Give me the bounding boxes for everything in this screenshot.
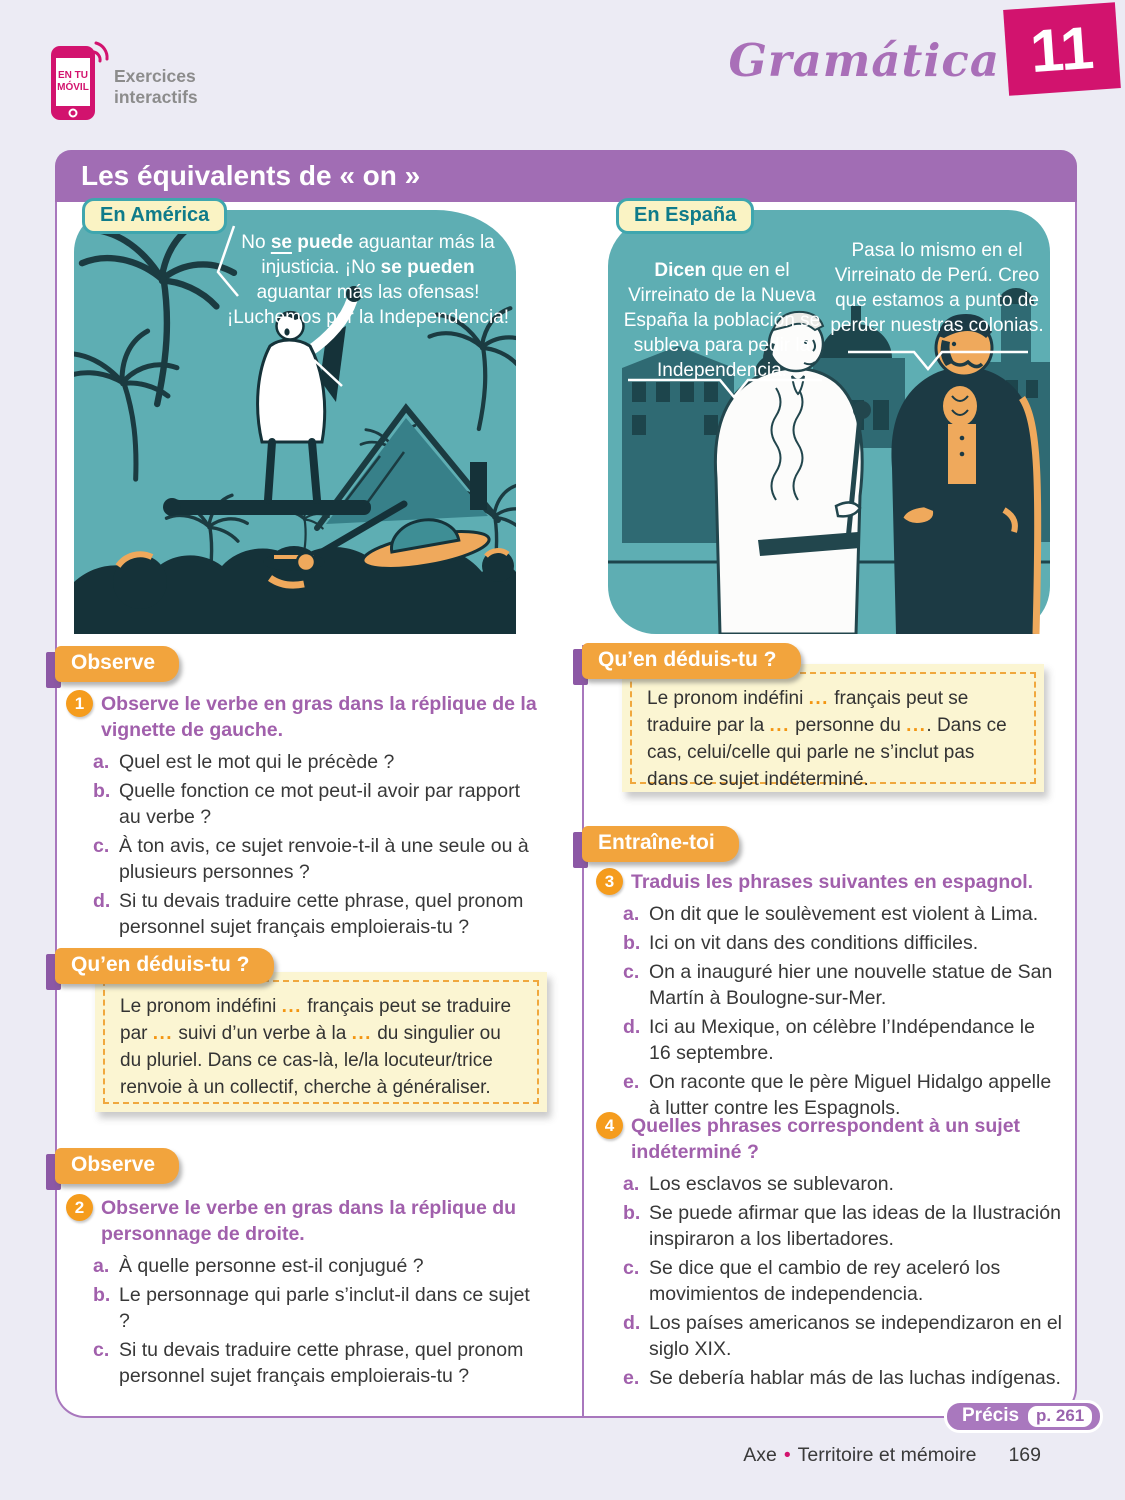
deduction-note-left xyxy=(95,972,547,1112)
speech-bubble-dicen: Dicen que en el Virreinato de la Nueva España la población se subleva para pedir la Independencia. xyxy=(623,260,821,381)
deduction-note-right xyxy=(622,664,1044,792)
item-label: c. xyxy=(623,961,640,983)
observe-banner-1 xyxy=(46,646,179,682)
question-text: Quelles phrases correspondent à un sujet indéterminé ? xyxy=(631,1115,1021,1163)
question-text: Traduis les phrases suivantes en espagnol. xyxy=(631,871,1034,893)
speech-bubble-pasa: Pasa lo mismo en el Virreinato de Perú. Creo que estamos a punto de perder nuestras colonias. xyxy=(830,240,1044,336)
question-number-badge: 3 xyxy=(596,868,623,895)
panel-tag-espana: En España xyxy=(616,198,754,234)
note-text: Le pronom indéfini ... français peut se traduire par ... suivi d’un verbe à la ... du singulier ou du pluriel. Dans ce cas-là, le/la locuteur/trice renvoie à un collectif, cherche à généraliser. xyxy=(103,980,539,1104)
question-3 xyxy=(596,868,1062,1124)
item-text: Se puede afirmar que las ideas de la Ilustración inspiraron a los libertadores. xyxy=(649,1202,1061,1250)
banner-label: Entraîne-toi xyxy=(582,826,739,862)
list-item xyxy=(623,1200,1062,1252)
item-label: c. xyxy=(93,1339,110,1361)
question-items xyxy=(66,749,544,940)
item-text: Los esclavos se sublevaron. xyxy=(649,1173,894,1195)
comic-panel-america xyxy=(74,204,516,634)
page-number: 169 xyxy=(1008,1444,1041,1466)
item-text: Se debería hablar más de las luchas indígenas. xyxy=(649,1367,1061,1389)
unit-number-badge xyxy=(1003,2,1121,96)
item-label: a. xyxy=(623,903,640,925)
theme-label: Territoire et mémoire xyxy=(797,1444,977,1466)
list-item xyxy=(623,1171,1062,1197)
question-number-badge: 2 xyxy=(66,1194,93,1221)
caption-line1: Exercices xyxy=(114,66,196,86)
question-number-badge: 4 xyxy=(596,1112,623,1139)
item-label: b. xyxy=(623,1202,641,1224)
list-item xyxy=(93,778,544,830)
item-label: b. xyxy=(623,932,641,954)
item-text: On dit que le soulèvement est violent à Lima. xyxy=(649,903,1039,925)
banner-label: Qu’en déduis-tu ? xyxy=(582,643,801,679)
item-label: d. xyxy=(623,1312,641,1334)
question-items xyxy=(596,1171,1062,1391)
list-item xyxy=(623,901,1062,927)
item-text: Ici on vit dans des conditions difficiles. xyxy=(649,932,979,954)
axe-label: Axe xyxy=(743,1444,777,1466)
precis-label: Précis xyxy=(962,1405,1020,1426)
item-label: b. xyxy=(93,1284,111,1306)
panel-tag-america: En América xyxy=(82,198,227,234)
item-label: e. xyxy=(623,1367,640,1389)
phone-text-line1: EN TU xyxy=(58,70,88,81)
banner-label: Qu’en déduis-tu ? xyxy=(55,948,274,984)
question-items xyxy=(66,1253,544,1389)
observe-banner-2 xyxy=(46,1148,179,1184)
page-title: Les équivalents de « on » xyxy=(55,150,1077,202)
item-label: e. xyxy=(623,1071,640,1093)
precis-page-ref: p. 261 xyxy=(1028,1406,1092,1427)
list-item xyxy=(623,1014,1062,1066)
list-item xyxy=(93,833,544,885)
item-text: Quelle fonction ce mot peut-il avoir par rapport au verbe ? xyxy=(119,780,521,828)
deduis-banner-left xyxy=(46,948,274,984)
question-text: Observe le verbe en gras dans la réplique du personnage de droite. xyxy=(101,1197,517,1245)
question-1 xyxy=(66,690,544,943)
item-text: On a inauguré hier une nouvelle statue de San Martín à Boulogne-sur-Mer. xyxy=(649,961,1053,1009)
question-number-badge: 1 xyxy=(66,690,93,717)
list-item xyxy=(93,1282,544,1334)
banner-label: Observe xyxy=(55,1148,179,1184)
section-label: Gramática xyxy=(728,34,1000,87)
unit-number: 11 xyxy=(1028,13,1096,85)
question-items xyxy=(596,901,1062,1121)
question-text: Observe le verbe en gras dans la réplique de la vignette de gauche. xyxy=(101,693,537,741)
item-label: a. xyxy=(623,1173,640,1195)
item-label: c. xyxy=(623,1257,640,1279)
item-text: Si tu devais traduire cette phrase, quel pronom personnel sujet français emploierais-tu ? xyxy=(119,1339,524,1387)
item-text: Le personnage qui parle s’inclut-il dans ce sujet ? xyxy=(119,1284,530,1332)
item-text: Si tu devais traduire cette phrase, quel pronom personnel sujet français emploierais-tu ? xyxy=(119,890,524,938)
item-label: b. xyxy=(93,780,111,802)
item-text: Los países americanos se independizaron en el siglo XIX. xyxy=(649,1312,1063,1360)
footer-bullet: • xyxy=(783,1444,791,1466)
list-item xyxy=(623,930,1062,956)
item-label: d. xyxy=(93,890,111,912)
entraine-toi-banner xyxy=(573,826,739,862)
speech-bubble-america: No se puede aguantar más la injusticia. ¡No se pueden aguantar más las ofensas! ¡Luchemos por la Independencia! xyxy=(226,232,510,328)
question-2 xyxy=(66,1194,544,1392)
item-text: À ton avis, ce sujet renvoie-t-il à une seule ou à plusieurs personnes ? xyxy=(119,835,529,883)
page-footer xyxy=(743,1444,1041,1467)
phone-text-line2: MÓVIL xyxy=(57,82,89,93)
list-item xyxy=(623,1365,1062,1391)
item-label: a. xyxy=(93,1255,110,1277)
list-item xyxy=(623,959,1062,1011)
item-text: Quel est le mot qui le précède ? xyxy=(119,751,395,773)
list-item xyxy=(623,1310,1062,1362)
list-item xyxy=(93,1337,544,1389)
list-item xyxy=(93,749,544,775)
banner-label: Observe xyxy=(55,646,179,682)
list-item xyxy=(93,1253,544,1279)
list-item xyxy=(623,1255,1062,1307)
note-text: Le pronom indéfini ... français peut se traduire par la ... personne du .... Dans ce cas, celui/celle qui parle ne s’inclut pas dans ce sujet indéterminé. xyxy=(630,672,1036,784)
item-text: Ici au Mexique, on célèbre l’Indépendance le 16 septembre. xyxy=(649,1016,1035,1064)
caption-line2: interactifs xyxy=(114,87,198,107)
item-label: d. xyxy=(623,1016,641,1038)
item-label: a. xyxy=(93,751,110,773)
list-item xyxy=(93,888,544,940)
column-divider xyxy=(582,645,584,1418)
comic-panel-espana xyxy=(608,204,1050,634)
crowd xyxy=(74,504,516,634)
item-label: c. xyxy=(93,835,110,857)
item-text: Se dice que el cambio de rey aceleró los movimientos de independencia. xyxy=(649,1257,1001,1305)
deduis-banner-right xyxy=(573,643,801,679)
item-text: On raconte que le père Miguel Hidalgo appelle à lutter contre les Espagnols. xyxy=(649,1071,1052,1119)
precis-reference-badge xyxy=(944,1400,1103,1433)
question-4 xyxy=(596,1112,1062,1394)
item-text: À quelle personne est-il conjugué ? xyxy=(119,1255,424,1277)
